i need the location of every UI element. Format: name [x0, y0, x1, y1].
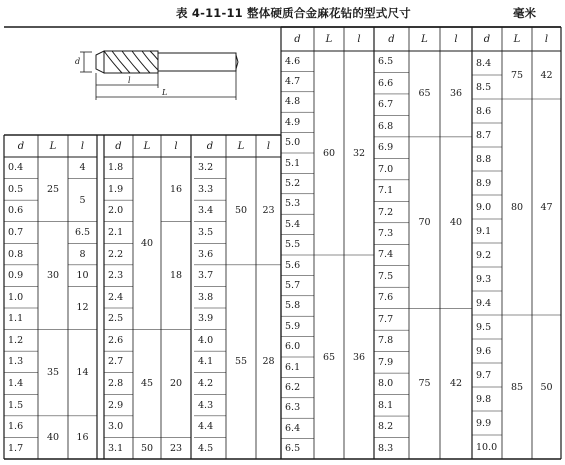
- d-value-cell: 1.6: [8, 421, 24, 433]
- d-value-cell: 5.2: [285, 178, 301, 190]
- d-value-cell: 8.6: [476, 105, 492, 117]
- table-title: 表 4-11-11 整体硬质合金麻花钻的型式尺寸: [176, 6, 411, 20]
- l-value-cell: 47: [540, 201, 553, 213]
- l-value-cell: 23: [262, 205, 275, 217]
- d-value-cell: 4.9: [285, 116, 301, 128]
- l-value-cell: 36: [352, 351, 366, 363]
- d-value-cell: 7.7: [378, 313, 394, 325]
- d-value-cell: 4.2: [198, 377, 214, 389]
- d-value-cell: 1.1: [8, 313, 24, 325]
- d-value-cell: 9.6: [476, 345, 492, 357]
- d-value-cell: 8.5: [476, 81, 492, 93]
- d-value-cell: 7.6: [378, 292, 394, 304]
- column-header-d: d: [294, 33, 301, 45]
- diameter-label: d: [75, 57, 81, 66]
- L-value-cell: 30: [46, 270, 60, 282]
- d-value-cell: 3.6: [198, 248, 214, 260]
- column-header-d: d: [483, 33, 491, 45]
- d-value-cell: 9.9: [476, 417, 492, 429]
- L-value-cell: 60: [322, 147, 336, 159]
- d-value-cell: 3.3: [198, 183, 214, 195]
- column-header-d: d: [388, 33, 395, 45]
- d-value-cell: 9.0: [476, 201, 492, 213]
- d-value-cell: 7.1: [378, 185, 394, 197]
- d-value-cell: 4.4: [198, 421, 214, 433]
- d-value-cell: 6.1: [285, 361, 301, 373]
- d-value-cell: 6.5: [378, 56, 394, 68]
- l-value-cell: 10: [76, 270, 89, 282]
- d-value-cell: 1.4: [8, 377, 24, 389]
- d-value-cell: 7.9: [378, 356, 394, 368]
- d-value-cell: 3.1: [108, 442, 124, 454]
- l-value-cell: 6.5: [74, 226, 91, 238]
- l-value-cell: 18: [169, 270, 183, 282]
- d-value-cell: 8.8: [476, 153, 492, 165]
- d-value-cell: 4.7: [285, 76, 301, 88]
- d-value-cell: 1.9: [108, 183, 124, 195]
- d-value-cell: 5.8: [285, 300, 301, 312]
- d-value-cell: 7.3: [378, 228, 394, 240]
- d-value-cell: 5.3: [285, 198, 301, 210]
- d-value-cell: 6.9: [378, 142, 394, 154]
- d-value-cell: 7.0: [378, 163, 394, 175]
- L-value-cell: 40: [46, 431, 60, 443]
- d-value-cell: 2.6: [108, 334, 124, 346]
- d-value-cell: 2.5: [108, 313, 124, 325]
- L-value-cell: 45: [140, 377, 154, 389]
- d-value-cell: 6.3: [285, 402, 301, 414]
- d-value-cell: 8.3: [378, 442, 394, 454]
- column-header-d: d: [115, 140, 122, 152]
- L-value-cell: 40: [140, 237, 154, 249]
- d-value-cell: 4.3: [198, 399, 214, 411]
- l-value-cell: 36: [449, 88, 463, 100]
- d-value-cell: 5.9: [285, 320, 301, 332]
- d-value-cell: 2.1: [108, 226, 124, 238]
- d-value-cell: 2.9: [108, 399, 124, 411]
- d-value-cell: 2.2: [108, 248, 124, 260]
- column-header-l: l: [266, 140, 271, 152]
- column-header-l: l: [174, 140, 178, 152]
- d-value-cell: 9.3: [476, 273, 492, 285]
- d-value-cell: 7.2: [378, 206, 394, 218]
- d-value-cell: 8.7: [476, 129, 492, 141]
- d-value-cell: 0.9: [8, 270, 24, 282]
- column-header-l: l: [80, 140, 85, 152]
- column-header-L: L: [421, 33, 428, 45]
- d-value-cell: 6.0: [285, 341, 301, 353]
- d-value-cell: 2.3: [108, 270, 124, 282]
- d-value-cell: 5.4: [285, 218, 301, 230]
- d-value-cell: 1.3: [8, 356, 24, 368]
- d-value-cell: 8.4: [476, 57, 492, 69]
- l-value-cell: 16: [76, 431, 89, 443]
- d-value-cell: 4.6: [285, 55, 301, 67]
- L-value-cell: 75: [418, 378, 431, 390]
- d-value-cell: 6.8: [378, 120, 394, 132]
- l-value-cell: 5: [79, 194, 86, 206]
- d-value-cell: 9.8: [476, 393, 492, 405]
- d-value-cell: 8.9: [476, 177, 492, 189]
- l-value-cell: 40: [449, 217, 463, 229]
- L-value-cell: 55: [234, 356, 248, 368]
- l-value-cell: 12: [76, 302, 89, 314]
- d-value-cell: 1.7: [8, 442, 24, 454]
- column-header-L: L: [143, 140, 151, 152]
- L-value-cell: 85: [510, 381, 524, 393]
- l-value-cell: 23: [169, 442, 183, 454]
- d-value-cell: 6.5: [285, 443, 301, 455]
- l-value-cell: 32: [352, 147, 366, 159]
- d-value-cell: 5.5: [285, 239, 301, 251]
- column-header-l: l: [454, 33, 458, 45]
- d-value-cell: 1.5: [8, 399, 24, 411]
- d-value-cell: 5.0: [285, 137, 301, 149]
- d-value-cell: 9.1: [476, 225, 492, 237]
- d-value-cell: 3.9: [198, 313, 214, 325]
- d-value-cell: 0.5: [8, 183, 24, 195]
- column-header-d: d: [206, 140, 214, 152]
- d-value-cell: 5.7: [285, 280, 301, 292]
- L-value-cell: 35: [46, 367, 60, 379]
- d-value-cell: 0.6: [8, 205, 24, 217]
- L-value-cell: 65: [322, 351, 336, 363]
- d-value-cell: 5.6: [285, 259, 301, 271]
- d-value-cell: 8.0: [378, 378, 394, 390]
- d-value-cell: 6.7: [378, 99, 394, 111]
- d-value-cell: 4.1: [198, 356, 214, 368]
- d-value-cell: 6.4: [285, 422, 301, 434]
- l-value-cell: 20: [169, 377, 183, 389]
- d-value-cell: 9.4: [476, 297, 492, 309]
- d-value-cell: 3.2: [198, 162, 214, 174]
- column-header-l: l: [357, 33, 361, 45]
- L-value-cell: 70: [418, 217, 431, 229]
- l-value-cell: 4: [79, 162, 86, 174]
- d-value-cell: 3.5: [198, 226, 214, 238]
- l-value-cell: 8: [79, 248, 86, 260]
- d-value-cell: 4.8: [285, 96, 301, 108]
- d-value-cell: 3.7: [198, 270, 214, 282]
- L-value-cell: 75: [510, 69, 524, 81]
- d-value-cell: 9.7: [476, 369, 492, 381]
- column-header-L: L: [237, 140, 245, 152]
- d-value-cell: 8.1: [378, 399, 394, 411]
- d-value-cell: 7.4: [378, 249, 394, 261]
- d-value-cell: 6.2: [285, 382, 301, 394]
- unit-label: 毫米: [513, 6, 536, 20]
- d-value-cell: 3.8: [198, 291, 214, 303]
- d-value-cell: 5.1: [285, 157, 301, 169]
- d-value-cell: 4.0: [198, 334, 214, 346]
- d-value-cell: 9.2: [476, 249, 492, 261]
- d-value-cell: 2.4: [108, 291, 124, 303]
- d-value-cell: 3.0: [108, 421, 124, 433]
- l-value-cell: 50: [540, 381, 553, 393]
- L-value-cell: 50: [234, 205, 248, 217]
- d-value-cell: 0.7: [8, 226, 24, 238]
- l-value-cell: 42: [540, 69, 553, 81]
- d-value-cell: 2.0: [108, 205, 124, 217]
- d-value-cell: 4.5: [198, 442, 214, 454]
- column-header-d: d: [17, 140, 25, 152]
- L-value-cell: 80: [510, 201, 524, 213]
- l-value-cell: 42: [449, 378, 463, 390]
- d-value-cell: 9.5: [476, 321, 492, 333]
- d-value-cell: 3.4: [198, 205, 214, 217]
- L-value-cell: 50: [140, 442, 154, 454]
- d-value-cell: 6.6: [378, 77, 394, 89]
- d-value-cell: 1.2: [8, 334, 24, 346]
- d-value-cell: 1.8: [108, 162, 124, 174]
- L-value-cell: 25: [46, 183, 60, 195]
- column-header-l: l: [544, 33, 549, 45]
- d-value-cell: 7.5: [378, 270, 394, 282]
- column-header-L: L: [49, 140, 57, 152]
- d-value-cell: 7.8: [378, 335, 394, 347]
- column-header-L: L: [513, 33, 521, 45]
- column-header-L: L: [325, 33, 333, 45]
- l-value-cell: 28: [262, 356, 275, 368]
- d-value-cell: 8.2: [378, 421, 394, 433]
- l-value-cell: 16: [169, 183, 183, 195]
- d-value-cell: 10.0: [476, 441, 498, 453]
- L-value-cell: 65: [418, 88, 431, 100]
- l-value-cell: 14: [76, 367, 89, 379]
- d-value-cell: 0.4: [8, 162, 24, 174]
- overall-length-label: L: [162, 88, 168, 97]
- d-value-cell: 2.8: [108, 377, 124, 389]
- d-value-cell: 1.0: [8, 291, 24, 303]
- d-value-cell: 2.7: [108, 356, 124, 368]
- d-value-cell: 0.8: [8, 248, 24, 260]
- flute-length-label: l: [128, 76, 131, 85]
